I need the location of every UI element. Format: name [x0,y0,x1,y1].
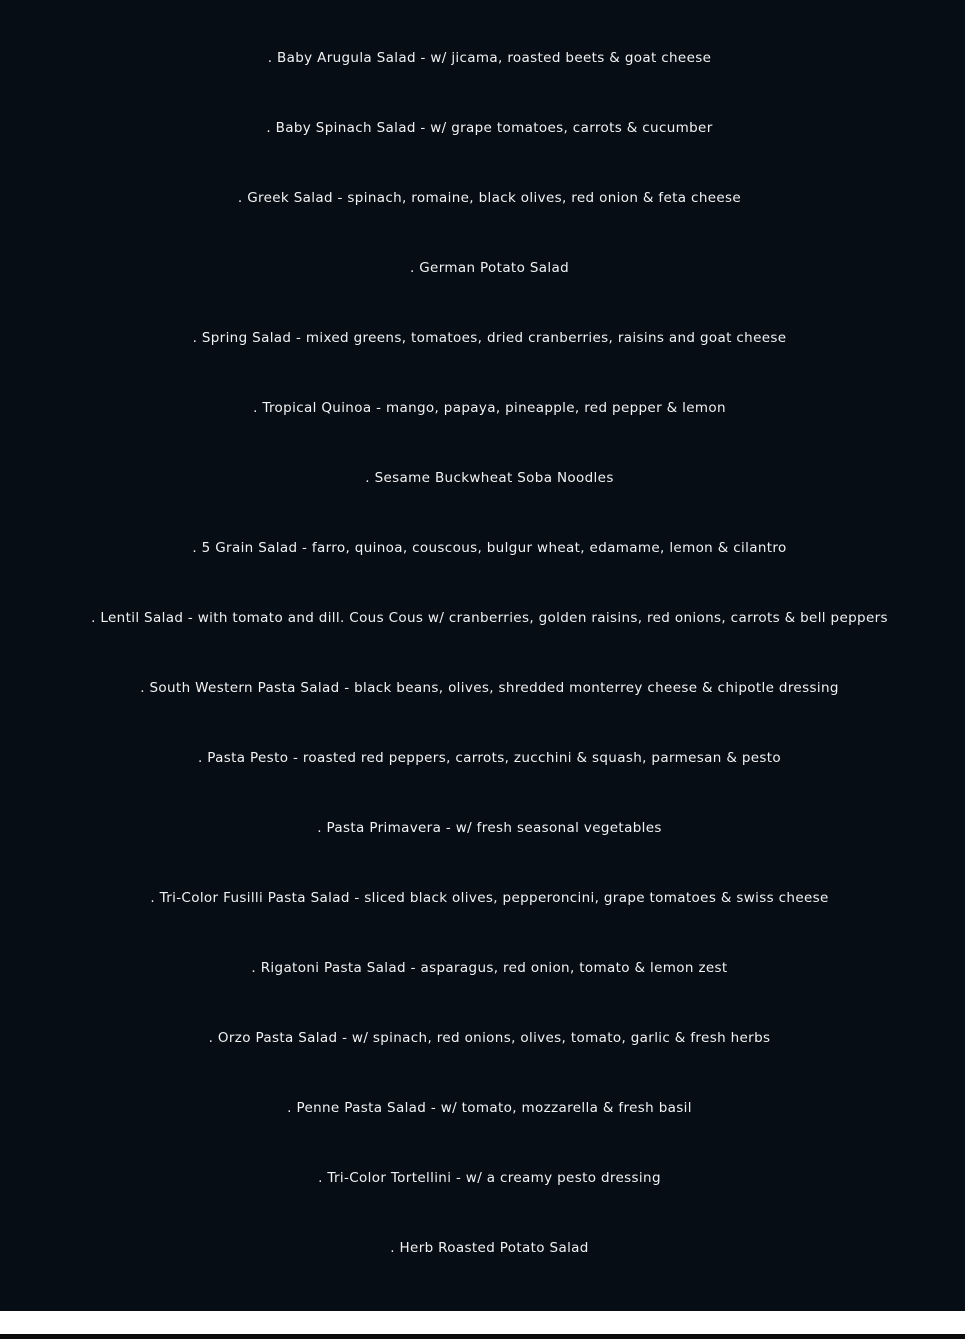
menu-item-tropical-quinoa: . Tropical Quinoa - mango, papaya, pineapple, red pepper & lemon [253,400,726,416]
menu-item-lentil-salad: . Lentil Salad - with tomato and dill. Cous Cous w/ cranberries, golden raisins, red onions, carrots & bell peppers [91,610,888,626]
salad-menu-list [0,48,965,1308]
menu-item-spring-salad: . Spring Salad - mixed greens, tomatoes, dried cranberries, raisins and goat cheese [192,330,787,346]
menu-item-pasta-primavera: . Pasta Primavera - w/ fresh seasonal vegetables [317,820,662,836]
menu-item-orzo-pasta-salad: . Orzo Pasta Salad - w/ spinach, red onions, olives, tomato, garlic & fresh herbs [208,1030,771,1046]
menu-item-south-western-pasta-salad: . South Western Pasta Salad - black beans, olives, shredded monterrey cheese & chipotle dressing [140,680,839,696]
menu-item-herb-roasted-potato-salad: . Herb Roasted Potato Salad [390,1240,589,1256]
menu-item-5-grain-salad: . 5 Grain Salad - farro, quinoa, couscous, bulgur wheat, edamame, lemon & cilantro [192,540,787,556]
menu-item-rigatoni-pasta-salad: . Rigatoni Pasta Salad - asparagus, red onion, tomato & lemon zest [251,960,728,976]
menu-item-pasta-pesto: . Pasta Pesto - roasted red peppers, carrots, zucchini & squash, parmesan & pesto [197,750,782,766]
bottom-divider [0,1334,965,1339]
menu-item-tri-color-tortellini: . Tri-Color Tortellini - w/ a creamy pesto dressing [318,1170,661,1186]
menu-item-baby-spinach-salad: . Baby Spinach Salad - w/ grape tomatoes, carrots & cucumber [266,120,713,136]
menu-item-penne-pasta-salad: . Penne Pasta Salad - w/ tomato, mozzarella & fresh basil [287,1100,692,1116]
menu-item-sesame-soba-noodles: . Sesame Buckwheat Soba Noodles [365,470,614,486]
menu-item-baby-arugula-salad: . Baby Arugula Salad - w/ jicama, roasted beets & goat cheese [267,50,712,66]
menu-item-greek-salad: . Greek Salad - spinach, romaine, black olives, red onion & feta cheese [237,190,742,206]
menu-item-german-potato-salad: . German Potato Salad [409,260,570,276]
menu-item-tri-color-fusilli: . Tri-Color Fusilli Pasta Salad - sliced black olives, pepperoncini, grape tomatoes & swiss cheese [150,890,829,906]
